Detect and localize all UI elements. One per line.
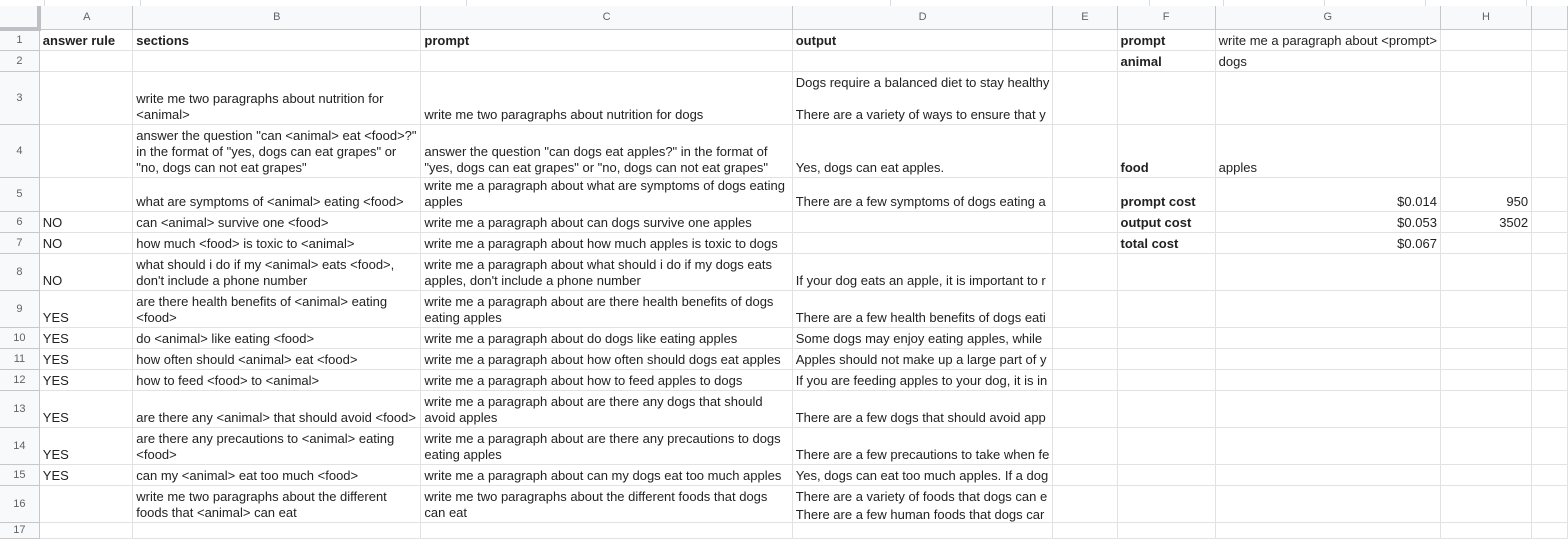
cell-text: Yes, dogs can eat too much apples. If a dog xyxy=(795,467,1049,483)
cell-text: YES xyxy=(42,309,69,325)
cell-text: Some dogs may enjoy eating apples, while xyxy=(795,330,1043,346)
row-header-17[interactable]: 17 xyxy=(0,522,39,538)
cell-b7[interactable] xyxy=(133,232,421,253)
cell-h9[interactable] xyxy=(1440,290,1531,327)
cell-e9[interactable] xyxy=(1053,290,1117,327)
row-header-6[interactable]: 6 xyxy=(0,211,39,232)
cell-c1[interactable] xyxy=(421,29,792,50)
cell-text: 950 xyxy=(1506,193,1529,209)
cell-a4[interactable] xyxy=(39,124,132,177)
cell-text: what should i do if my <animal> eats <food>, don't include a phone number xyxy=(136,256,395,288)
cell-text: are there any <animal> that should avoid <food> xyxy=(136,409,416,425)
cell-h2[interactable] xyxy=(1440,50,1531,71)
cell-text: There are a few dogs that should avoid app xyxy=(795,409,1046,425)
cell-f3[interactable] xyxy=(1117,71,1215,124)
table-row xyxy=(0,390,1568,427)
cell-h3[interactable] xyxy=(1440,71,1531,124)
cell-a10[interactable] xyxy=(39,327,132,348)
cell-text: sections xyxy=(136,32,190,48)
cell-text: write me a paragraph about are there any dogs that should avoid apples xyxy=(424,393,763,425)
cell-d12[interactable] xyxy=(792,369,1053,390)
row-header-4[interactable]: 4 xyxy=(0,124,39,177)
cell-e13[interactable] xyxy=(1053,390,1117,427)
cell-h15[interactable] xyxy=(1440,464,1531,485)
column-header-d[interactable]: D xyxy=(792,6,1053,29)
cell-overflow[interactable] xyxy=(1532,232,1568,253)
cell-a9[interactable] xyxy=(39,290,132,327)
cell-text: output cost xyxy=(1120,214,1192,230)
cell-text: prompt xyxy=(1120,32,1166,48)
cell-e10[interactable] xyxy=(1053,327,1117,348)
cell-b14[interactable] xyxy=(133,427,421,464)
cell-text: If you are feeding apples to your dog, it is in xyxy=(795,372,1048,388)
cell-text: prompt cost xyxy=(1120,193,1196,209)
cell-multiline-text xyxy=(793,72,1053,124)
cell-f14[interactable] xyxy=(1117,427,1215,464)
table-row xyxy=(0,464,1568,485)
cell-e7[interactable] xyxy=(1053,232,1117,253)
cell-text: write me a paragraph about can my dogs eat too much apples xyxy=(424,467,782,483)
cell-b11[interactable] xyxy=(133,348,421,369)
cell-text: answer the question "can dogs eat apples?" in the format of "yes, dogs can eat grapes" or "no, dogs can not eat grapes" xyxy=(424,143,769,175)
cell-text: write me a paragraph about how to feed apples to dogs xyxy=(424,372,743,388)
cell-c2[interactable] xyxy=(421,50,792,71)
cell-overflow[interactable] xyxy=(1532,485,1568,522)
cell-text: NO xyxy=(42,235,63,251)
cell-text-line: Dogs require a balanced diet to stay healthy xyxy=(795,74,1050,90)
table-row xyxy=(0,369,1568,390)
cell-text-line: There are a variety of foods that dogs can e xyxy=(795,488,1048,504)
cell-f15[interactable] xyxy=(1117,464,1215,485)
cell-e11[interactable] xyxy=(1053,348,1117,369)
cell-text: are there any precautions to <animal> eating <food> xyxy=(136,430,395,462)
cell-text: NO xyxy=(42,214,63,230)
cell-e14[interactable] xyxy=(1053,427,1117,464)
cell-h11[interactable] xyxy=(1440,348,1531,369)
table-row xyxy=(0,29,1568,50)
cell-g3[interactable] xyxy=(1215,71,1440,124)
cell-d1[interactable] xyxy=(792,29,1053,50)
cell-text: answer the question "can <animal> eat <food>?" in the format of "yes, dogs can eat grapes" or "no, dogs can not eat grapes" xyxy=(136,127,417,175)
cell-c10[interactable] xyxy=(421,327,792,348)
cell-text: There are a few symptoms of dogs eating a xyxy=(795,193,1046,209)
table-row xyxy=(0,348,1568,369)
cell-text: apples xyxy=(1218,159,1257,175)
cell-f17[interactable] xyxy=(1117,522,1215,538)
cell-d9[interactable] xyxy=(792,290,1053,327)
cell-f7[interactable] xyxy=(1117,232,1215,253)
row-header-16[interactable]: 16 xyxy=(0,485,39,522)
cell-h4[interactable] xyxy=(1440,124,1531,177)
cell-text: write me a paragraph about are there health benefits of dogs eating apples xyxy=(424,293,774,325)
cell-b12[interactable] xyxy=(133,369,421,390)
cell-c17[interactable] xyxy=(421,522,792,538)
row-header-14[interactable]: 14 xyxy=(0,427,39,464)
table-row xyxy=(0,522,1568,538)
cell-a17[interactable] xyxy=(39,522,132,538)
cell-text: can my <animal> eat too much <food> xyxy=(136,467,359,483)
cell-e8[interactable] xyxy=(1053,253,1117,290)
cell-text: food xyxy=(1120,159,1149,175)
cell-a6[interactable] xyxy=(39,211,132,232)
cell-b8[interactable] xyxy=(133,253,421,290)
cell-b15[interactable] xyxy=(133,464,421,485)
cell-d10[interactable] xyxy=(792,327,1053,348)
cell-text: write me a paragraph about do dogs like eating apples xyxy=(424,330,738,346)
cell-e17[interactable] xyxy=(1053,522,1117,538)
cell-f6[interactable] xyxy=(1117,211,1215,232)
cell-g13[interactable] xyxy=(1215,390,1440,427)
cell-b2[interactable] xyxy=(133,50,421,71)
cell-f8[interactable] xyxy=(1117,253,1215,290)
cell-d13[interactable] xyxy=(792,390,1053,427)
column-header-a[interactable]: A xyxy=(39,6,132,29)
cell-overflow[interactable] xyxy=(1532,369,1568,390)
column-header-row xyxy=(0,6,1568,29)
cell-c3[interactable] xyxy=(421,71,792,124)
cell-d4[interactable] xyxy=(792,124,1053,177)
row-header-9[interactable]: 9 xyxy=(0,290,39,327)
cell-c16[interactable] xyxy=(421,485,792,522)
cell-e15[interactable] xyxy=(1053,464,1117,485)
cell-text: animal xyxy=(1120,53,1162,69)
cell-text: $0.053 xyxy=(1397,214,1437,230)
cell-b10[interactable] xyxy=(133,327,421,348)
cell-h1[interactable] xyxy=(1440,29,1531,50)
cell-text: total cost xyxy=(1120,235,1179,251)
cell-h10[interactable] xyxy=(1440,327,1531,348)
cell-text: answer rule xyxy=(42,32,116,48)
cell-text: write me a paragraph about can dogs survive one apples xyxy=(424,214,752,230)
row-header-5[interactable]: 5 xyxy=(0,177,39,211)
cell-c14[interactable] xyxy=(421,427,792,464)
table-row xyxy=(0,327,1568,348)
cell-text: write me a paragraph about are there any precautions to dogs eating apples xyxy=(424,430,781,462)
cell-text: YES xyxy=(42,330,69,346)
cell-d14[interactable] xyxy=(792,427,1053,464)
column-header-next[interactable] xyxy=(1532,6,1568,29)
cell-d16[interactable] xyxy=(792,485,1053,522)
row-header-15[interactable]: 15 xyxy=(0,464,39,485)
cell-d7[interactable] xyxy=(792,232,1053,253)
cell-text: how to feed <food> to <animal> xyxy=(136,372,320,388)
cell-e12[interactable] xyxy=(1053,369,1117,390)
cell-h13[interactable] xyxy=(1440,390,1531,427)
cell-g17[interactable] xyxy=(1215,522,1440,538)
cell-e4[interactable] xyxy=(1053,124,1117,177)
table-row xyxy=(0,50,1568,71)
column-header-b[interactable]: B xyxy=(133,6,421,29)
cell-text: write me a paragraph about what should i do if my dogs eats apples, don't include a phone number xyxy=(424,256,772,288)
row-header-12[interactable]: 12 xyxy=(0,369,39,390)
cell-text: $0.014 xyxy=(1397,193,1437,209)
cell-f4[interactable] xyxy=(1117,124,1215,177)
cell-e5[interactable] xyxy=(1053,177,1117,211)
cell-f16[interactable] xyxy=(1117,485,1215,522)
cell-b16[interactable] xyxy=(133,485,421,522)
cell-text: prompt xyxy=(424,32,470,48)
cell-c6[interactable] xyxy=(421,211,792,232)
cell-text: how much <food> is toxic to <animal> xyxy=(136,235,355,251)
cell-text: YES xyxy=(42,351,69,367)
cell-c9[interactable] xyxy=(421,290,792,327)
cell-b13[interactable] xyxy=(133,390,421,427)
row-header-1[interactable]: 1 xyxy=(0,29,39,50)
cell-text: do <animal> like eating <food> xyxy=(136,330,315,346)
cell-g11[interactable] xyxy=(1215,348,1440,369)
cell-text-line: There are a few human foods that dogs car xyxy=(795,506,1045,522)
cell-f10[interactable] xyxy=(1117,327,1215,348)
cell-d15[interactable] xyxy=(792,464,1053,485)
table-row xyxy=(0,232,1568,253)
cell-f1[interactable] xyxy=(1117,29,1215,50)
cell-f11[interactable] xyxy=(1117,348,1215,369)
cell-text: what are symptoms of <animal> eating <food> xyxy=(136,193,404,209)
cell-b9[interactable] xyxy=(133,290,421,327)
cell-f13[interactable] xyxy=(1117,390,1215,427)
cell-c13[interactable] xyxy=(421,390,792,427)
cell-a16[interactable] xyxy=(39,485,132,522)
cell-text: Yes, dogs can eat apples. xyxy=(795,159,945,175)
column-header-c[interactable]: C xyxy=(421,6,792,29)
row-header-11[interactable]: 11 xyxy=(0,348,39,369)
cell-multiline-text xyxy=(793,486,1053,522)
cell-text: how often should <animal> eat <food> xyxy=(136,351,358,367)
table-row xyxy=(0,71,1568,124)
cell-text: write me a paragraph about <prompt> xyxy=(1218,32,1437,48)
cell-text: YES xyxy=(42,409,69,425)
cell-overflow[interactable] xyxy=(1532,348,1568,369)
cell-text: write me a paragraph about how much apples is toxic to dogs xyxy=(424,235,778,251)
cell-g15[interactable] xyxy=(1215,464,1440,485)
cell-d11[interactable] xyxy=(792,348,1053,369)
cell-e16[interactable] xyxy=(1053,485,1117,522)
cell-overflow[interactable] xyxy=(1532,29,1568,50)
cell-b17[interactable] xyxy=(133,522,421,538)
cell-h5[interactable] xyxy=(1440,177,1531,211)
cell-c4[interactable] xyxy=(421,124,792,177)
cell-e2[interactable] xyxy=(1053,50,1117,71)
cell-overflow[interactable] xyxy=(1532,177,1568,211)
cell-d8[interactable] xyxy=(792,253,1053,290)
cell-overflow[interactable] xyxy=(1532,327,1568,348)
cell-e3[interactable] xyxy=(1053,71,1117,124)
cell-b5[interactable] xyxy=(133,177,421,211)
cell-text-line: There are a variety of ways to ensure that y xyxy=(795,106,1046,122)
cell-b3[interactable] xyxy=(133,71,421,124)
cell-a5[interactable] xyxy=(39,177,132,211)
cell-e6[interactable] xyxy=(1053,211,1117,232)
column-header-h[interactable]: H xyxy=(1440,6,1531,29)
cell-g10[interactable] xyxy=(1215,327,1440,348)
cell-text: dogs xyxy=(1218,53,1247,69)
cell-text: write me a paragraph about how often should dogs eat apples xyxy=(424,351,781,367)
cell-d2[interactable] xyxy=(792,50,1053,71)
cell-h16[interactable] xyxy=(1440,485,1531,522)
cell-a3[interactable] xyxy=(39,71,132,124)
cell-g4[interactable] xyxy=(1215,124,1440,177)
cell-g6[interactable] xyxy=(1215,211,1440,232)
spreadsheet-grid xyxy=(0,6,1568,539)
cell-overflow[interactable] xyxy=(1532,124,1568,177)
cell-h14[interactable] xyxy=(1440,427,1531,464)
row-header-8[interactable]: 8 xyxy=(0,253,39,290)
cell-g12[interactable] xyxy=(1215,369,1440,390)
cell-text: There are a few health benefits of dogs eati xyxy=(795,309,1046,325)
cell-text: write me two paragraphs about nutrition for <animal> xyxy=(136,90,384,122)
select-all-corner[interactable] xyxy=(0,6,39,29)
table-row xyxy=(0,485,1568,522)
cell-text: If your dog eats an apple, it is important to r xyxy=(795,272,1046,288)
cell-d17[interactable] xyxy=(792,522,1053,538)
cell-a13[interactable] xyxy=(39,390,132,427)
cell-c11[interactable] xyxy=(421,348,792,369)
cell-c5[interactable] xyxy=(421,177,792,211)
cell-b4[interactable] xyxy=(133,124,421,177)
cell-a12[interactable] xyxy=(39,369,132,390)
cell-text: can <animal> survive one <food> xyxy=(136,214,329,230)
cell-h12[interactable] xyxy=(1440,369,1531,390)
cell-text: YES xyxy=(42,446,69,462)
cell-b1[interactable] xyxy=(133,29,421,50)
cell-text: write me a paragraph about what are symptoms of dogs eating apples xyxy=(424,177,785,209)
cell-text: write me two paragraphs about the different foods that dogs can eat xyxy=(424,488,768,520)
cell-h17[interactable] xyxy=(1440,522,1531,538)
cell-text: $0.067 xyxy=(1397,235,1437,251)
cell-g16[interactable] xyxy=(1215,485,1440,522)
cell-d3[interactable] xyxy=(792,71,1053,124)
table-row xyxy=(0,211,1568,232)
table-row xyxy=(0,290,1568,327)
cell-h6[interactable] xyxy=(1440,211,1531,232)
cell-text: write me two paragraphs about the different foods that <animal> can eat xyxy=(136,488,387,520)
cell-overflow[interactable] xyxy=(1532,427,1568,464)
cell-text: YES xyxy=(42,467,69,483)
cell-overflow[interactable] xyxy=(1532,50,1568,71)
cell-e1[interactable] xyxy=(1053,29,1117,50)
row-header-10[interactable]: 10 xyxy=(0,327,39,348)
cell-d6[interactable] xyxy=(792,211,1053,232)
cell-a11[interactable] xyxy=(39,348,132,369)
row-header-7[interactable]: 7 xyxy=(0,232,39,253)
cell-g2[interactable] xyxy=(1215,50,1440,71)
cell-a7[interactable] xyxy=(39,232,132,253)
cell-g7[interactable] xyxy=(1215,232,1440,253)
cell-text: YES xyxy=(42,372,69,388)
cell-g1[interactable] xyxy=(1215,29,1440,50)
cell-overflow[interactable] xyxy=(1532,390,1568,427)
cell-g9[interactable] xyxy=(1215,290,1440,327)
column-header-g[interactable]: G xyxy=(1215,6,1440,29)
cell-g8[interactable] xyxy=(1215,253,1440,290)
cell-a1[interactable] xyxy=(39,29,132,50)
cell-text: Apples should not make up a large part of y xyxy=(795,351,1047,367)
cell-a15[interactable] xyxy=(39,464,132,485)
cell-overflow[interactable] xyxy=(1532,464,1568,485)
cell-text: are there health benefits of <animal> eating <food> xyxy=(136,293,388,325)
column-header-e[interactable]: E xyxy=(1053,6,1117,29)
cell-a8[interactable] xyxy=(39,253,132,290)
cell-text: NO xyxy=(42,272,63,288)
cell-b6[interactable] xyxy=(133,211,421,232)
cell-overflow[interactable] xyxy=(1532,522,1568,538)
column-header-f[interactable]: F xyxy=(1117,6,1215,29)
table-row xyxy=(0,427,1568,464)
cell-f9[interactable] xyxy=(1117,290,1215,327)
cell-c12[interactable] xyxy=(421,369,792,390)
cell-g5[interactable] xyxy=(1215,177,1440,211)
table-row xyxy=(0,253,1568,290)
cell-overflow[interactable] xyxy=(1532,290,1568,327)
cell-a2[interactable] xyxy=(39,50,132,71)
cell-text: 3502 xyxy=(1499,214,1529,230)
cell-c8[interactable] xyxy=(421,253,792,290)
row-header-13[interactable]: 13 xyxy=(0,390,39,427)
cell-overflow[interactable] xyxy=(1532,253,1568,290)
cell-g14[interactable] xyxy=(1215,427,1440,464)
cell-a14[interactable] xyxy=(39,427,132,464)
table-row xyxy=(0,124,1568,177)
cell-f5[interactable] xyxy=(1117,177,1215,211)
cell-text: write me two paragraphs about nutrition for dogs xyxy=(424,106,704,122)
cell-text: output xyxy=(795,32,837,48)
cell-c7[interactable] xyxy=(421,232,792,253)
cell-f2[interactable] xyxy=(1117,50,1215,71)
cell-text: There are a few precautions to take when fe xyxy=(795,446,1050,462)
table-row xyxy=(0,177,1568,211)
cell-overflow[interactable] xyxy=(1532,71,1568,124)
row-header-2[interactable]: 2 xyxy=(0,50,39,71)
cell-overflow[interactable] xyxy=(1532,211,1568,232)
cell-d5[interactable] xyxy=(792,177,1053,211)
cell-c15[interactable] xyxy=(421,464,792,485)
row-header-3[interactable]: 3 xyxy=(0,71,39,124)
cell-f12[interactable] xyxy=(1117,369,1215,390)
cell-h8[interactable] xyxy=(1440,253,1531,290)
cell-h7[interactable] xyxy=(1440,232,1531,253)
